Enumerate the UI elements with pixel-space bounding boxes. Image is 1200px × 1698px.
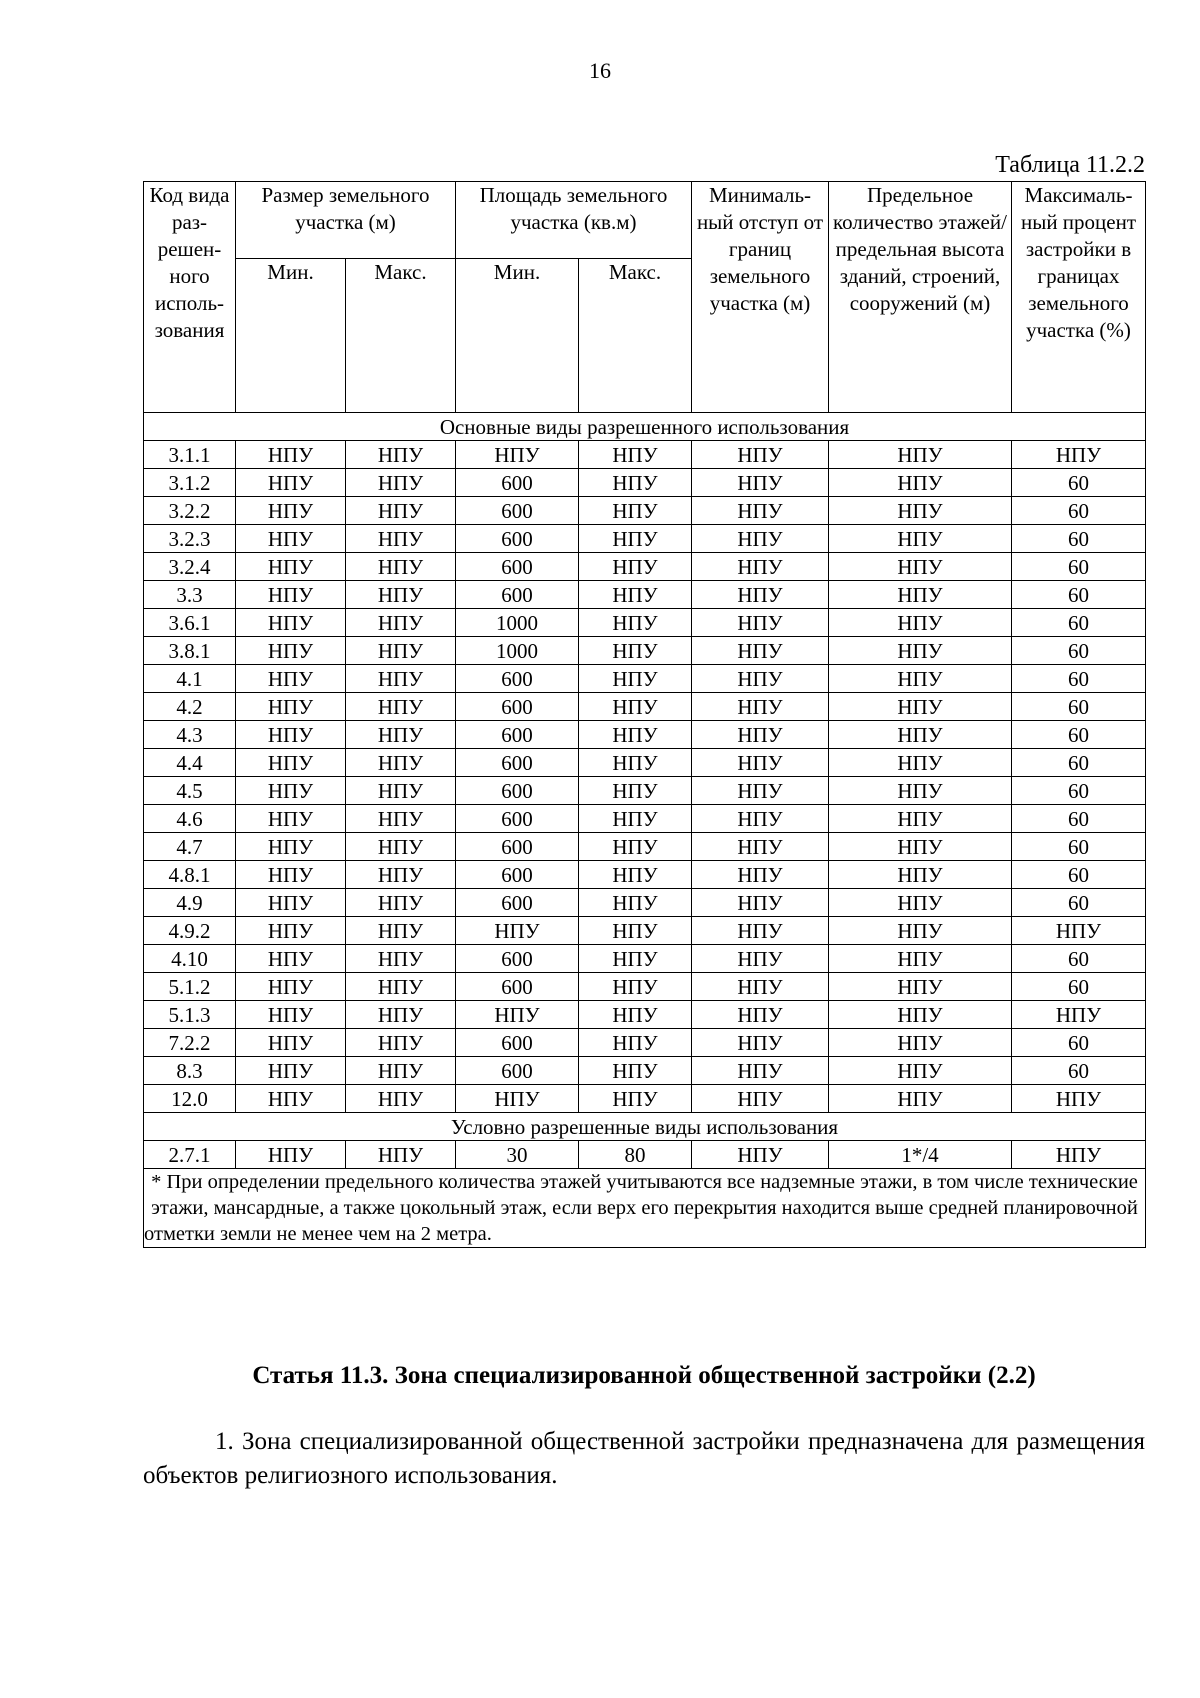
table-cell: 600: [456, 805, 579, 833]
table-cell: НПУ: [829, 805, 1012, 833]
table-cell: НПУ: [579, 861, 692, 889]
table-cell: НПУ: [829, 973, 1012, 1001]
table-row: [144, 609, 1146, 637]
table-cell: НПУ: [692, 721, 829, 749]
table-cell: НПУ: [236, 441, 346, 469]
table-cell: НПУ: [346, 805, 456, 833]
table-cell: НПУ: [829, 777, 1012, 805]
table-cell: НПУ: [236, 833, 346, 861]
table-cell: 60: [1012, 609, 1146, 637]
table-cell: НПУ: [829, 525, 1012, 553]
table-cell: НПУ: [236, 1001, 346, 1029]
table-cell: НПУ: [692, 497, 829, 525]
table-cell: НПУ: [579, 1057, 692, 1085]
table-cell: НПУ: [346, 1057, 456, 1085]
table-cell: НПУ: [346, 1141, 456, 1169]
table-cell: 2.7.1: [144, 1141, 236, 1169]
table-cell: НПУ: [692, 777, 829, 805]
table-cell: НПУ: [692, 609, 829, 637]
table-cell: НПУ: [829, 665, 1012, 693]
table-cell: 600: [456, 889, 579, 917]
table-cell: НПУ: [829, 1057, 1012, 1085]
table-cell: НПУ: [579, 553, 692, 581]
table-cell: НПУ: [1012, 1141, 1146, 1169]
table-cell: НПУ: [579, 469, 692, 497]
table-cell: 4.9.2: [144, 917, 236, 945]
table-cell: 60: [1012, 469, 1146, 497]
table-cell: 60: [1012, 973, 1146, 1001]
table-cell: НПУ: [236, 973, 346, 1001]
regulations-table: [143, 181, 1146, 1248]
table-cell: 3.1.2: [144, 469, 236, 497]
table-cell: НПУ: [456, 441, 579, 469]
table-cell: НПУ: [236, 749, 346, 777]
table-cell: 600: [456, 861, 579, 889]
table-cell: 600: [456, 553, 579, 581]
header-area-max: Макс.: [579, 259, 692, 413]
table-row: [144, 777, 1146, 805]
table-cell: 600: [456, 721, 579, 749]
table-cell: НПУ: [829, 469, 1012, 497]
table-row: [144, 917, 1146, 945]
table-cell: 60: [1012, 637, 1146, 665]
table-cell: НПУ: [692, 525, 829, 553]
table-cell: НПУ: [346, 637, 456, 665]
table-cell: 60: [1012, 945, 1146, 973]
table-cell: НПУ: [346, 525, 456, 553]
table-cell: НПУ: [236, 1141, 346, 1169]
table-cell: 1000: [456, 609, 579, 637]
table-cell: НПУ: [236, 525, 346, 553]
table-row: [144, 497, 1146, 525]
table-cell: 60: [1012, 805, 1146, 833]
table-cell: 4.8.1: [144, 861, 236, 889]
table-cell: 80: [579, 1141, 692, 1169]
table-row: [144, 749, 1146, 777]
table-cell: НПУ: [1012, 1001, 1146, 1029]
header-max-percent: Максималь-ный процент застройки в границах земельного участка (%): [1012, 182, 1146, 413]
table-cell: 4.5: [144, 777, 236, 805]
table-cell: НПУ: [236, 637, 346, 665]
table-cell: НПУ: [829, 861, 1012, 889]
table-cell: НПУ: [692, 1001, 829, 1029]
table-cell: НПУ: [346, 581, 456, 609]
table-cell: НПУ: [346, 609, 456, 637]
table-cell: НПУ: [579, 1029, 692, 1057]
table-row: [144, 973, 1146, 1001]
table-cell: 4.9: [144, 889, 236, 917]
table-cell: 3.2.4: [144, 553, 236, 581]
table-cell: НПУ: [236, 1057, 346, 1085]
table-cell: 600: [456, 749, 579, 777]
table-cell: НПУ: [579, 945, 692, 973]
table-cell: НПУ: [829, 553, 1012, 581]
table-cell: НПУ: [579, 525, 692, 553]
table-cell: НПУ: [692, 1029, 829, 1057]
table-cell: НПУ: [692, 441, 829, 469]
header-min-setback: Минималь-ный отступ от границ земельного участка (м): [692, 182, 829, 413]
table-cell: 600: [456, 1057, 579, 1085]
table-cell: НПУ: [579, 973, 692, 1001]
table-cell: НПУ: [692, 665, 829, 693]
table-cell: 4.7: [144, 833, 236, 861]
table-cell: 600: [456, 973, 579, 1001]
table-row: [144, 469, 1146, 497]
table-cell: НПУ: [1012, 917, 1146, 945]
table-cell: 4.3: [144, 721, 236, 749]
table-cell: НПУ: [236, 665, 346, 693]
table-cell: НПУ: [346, 1085, 456, 1113]
table-cell: НПУ: [829, 637, 1012, 665]
table-row: [144, 1141, 1146, 1169]
table-row: [144, 581, 1146, 609]
table-cell: НПУ: [1012, 1085, 1146, 1113]
table-cell: 7.2.2: [144, 1029, 236, 1057]
table-row: [144, 441, 1146, 469]
table-cell: 60: [1012, 581, 1146, 609]
header-land-size: Размер земельного участка (м): [236, 182, 456, 259]
table-cell: 60: [1012, 665, 1146, 693]
table-cell: НПУ: [829, 693, 1012, 721]
table-cell: НПУ: [579, 1085, 692, 1113]
table-cell: НПУ: [579, 805, 692, 833]
table-cell: 3.2.3: [144, 525, 236, 553]
table-cell: НПУ: [829, 721, 1012, 749]
table-cell: 3.2.2: [144, 497, 236, 525]
section-main: Основные виды разрешенного использования: [144, 413, 1146, 441]
table-cell: НПУ: [579, 665, 692, 693]
table-cell: НПУ: [456, 1001, 579, 1029]
table-cell: 60: [1012, 889, 1146, 917]
section-conditional: Условно разрешенные виды использования: [144, 1113, 1146, 1141]
table-row: [144, 861, 1146, 889]
table-cell: НПУ: [579, 441, 692, 469]
table-cell: НПУ: [692, 805, 829, 833]
table-cell: 600: [456, 665, 579, 693]
table-cell: 4.6: [144, 805, 236, 833]
header-size-min: Мин.: [236, 259, 346, 413]
table-cell: НПУ: [579, 777, 692, 805]
table-cell: НПУ: [236, 917, 346, 945]
table-cell: 600: [456, 945, 579, 973]
table-cell: 5.1.2: [144, 973, 236, 1001]
table-cell: 5.1.3: [144, 1001, 236, 1029]
table-cell: НПУ: [346, 917, 456, 945]
table-cell: НПУ: [692, 833, 829, 861]
table-cell: НПУ: [346, 665, 456, 693]
table-cell: 600: [456, 525, 579, 553]
table-cell: НПУ: [236, 1085, 346, 1113]
table-cell: НПУ: [236, 721, 346, 749]
table-cell: НПУ: [829, 749, 1012, 777]
table-cell: НПУ: [236, 805, 346, 833]
table-cell: НПУ: [579, 889, 692, 917]
table-cell: НПУ: [346, 749, 456, 777]
table-cell: НПУ: [829, 1029, 1012, 1057]
table-cell: НПУ: [692, 889, 829, 917]
table-row: [144, 805, 1146, 833]
table-cell: 600: [456, 1029, 579, 1057]
table-cell: НПУ: [579, 749, 692, 777]
article-title: Статья 11.3. Зона специализированной общественной застройки (2.2): [252, 1362, 1036, 1389]
table-cell: 4.10: [144, 945, 236, 973]
table-row: [144, 833, 1146, 861]
table-cell: НПУ: [692, 917, 829, 945]
table-cell: 60: [1012, 525, 1146, 553]
table-cell: НПУ: [829, 833, 1012, 861]
table-cell: 60: [1012, 833, 1146, 861]
table-cell: НПУ: [692, 1085, 829, 1113]
table-cell: НПУ: [346, 553, 456, 581]
table-cell: НПУ: [579, 833, 692, 861]
table-cell: НПУ: [579, 693, 692, 721]
table-row: [144, 525, 1146, 553]
header-size-max: Макс.: [346, 259, 456, 413]
table-cell: НПУ: [579, 917, 692, 945]
table-cell: 600: [456, 581, 579, 609]
table-cell: НПУ: [692, 469, 829, 497]
table-cell: НПУ: [579, 1001, 692, 1029]
table-cell: 600: [456, 833, 579, 861]
table-row: [144, 693, 1146, 721]
table-cell: 60: [1012, 693, 1146, 721]
table-cell: 3.6.1: [144, 609, 236, 637]
table-cell: НПУ: [236, 553, 346, 581]
table-footnote: * При определении предельного количества этажей учитываются все надземные этажи, в том числе технические этажи, мансардные, а также цокольный этаж, если верх его перекрытия находится выше средней планировочной отметки земли не менее чем на 2 метра.: [144, 1169, 1146, 1248]
table-cell: НПУ: [579, 581, 692, 609]
table-cell: 1*/4: [829, 1141, 1012, 1169]
table-cell: НПУ: [692, 1141, 829, 1169]
table-cell: НПУ: [829, 889, 1012, 917]
table-cell: НПУ: [692, 1057, 829, 1085]
table-cell: НПУ: [829, 917, 1012, 945]
table-cell: 4.1: [144, 665, 236, 693]
table-cell: 8.3: [144, 1057, 236, 1085]
table-cell: НПУ: [236, 497, 346, 525]
table-cell: НПУ: [692, 973, 829, 1001]
table-cell: НПУ: [346, 497, 456, 525]
header-floors: Предельное количество этажей/ предельная высота зданий, строений, сооружений (м): [829, 182, 1012, 413]
table-cell: НПУ: [346, 441, 456, 469]
table-row: [144, 637, 1146, 665]
table-cell: НПУ: [346, 721, 456, 749]
table-cell: НПУ: [236, 1029, 346, 1057]
table-cell: НПУ: [829, 1001, 1012, 1029]
table-cell: НПУ: [579, 497, 692, 525]
page-number: 16: [589, 58, 611, 83]
table-cell: НПУ: [692, 861, 829, 889]
table-cell: НПУ: [346, 833, 456, 861]
table-cell: НПУ: [346, 693, 456, 721]
article-paragraph: 1. Зона специализированной общественной застройки предназначена для размещения объектов религиозного использования.: [143, 1428, 1145, 1489]
table-cell: НПУ: [346, 889, 456, 917]
table-cell: НПУ: [456, 917, 579, 945]
table-cell: НПУ: [236, 609, 346, 637]
table-row: [144, 665, 1146, 693]
table-cell: НПУ: [829, 945, 1012, 973]
table-cell: НПУ: [1012, 441, 1146, 469]
table-cell: НПУ: [829, 609, 1012, 637]
table-cell: 60: [1012, 861, 1146, 889]
table-cell: 60: [1012, 777, 1146, 805]
table-cell: НПУ: [692, 749, 829, 777]
table-cell: 1000: [456, 637, 579, 665]
table-cell: НПУ: [346, 945, 456, 973]
table-cell: НПУ: [236, 861, 346, 889]
table-cell: НПУ: [579, 721, 692, 749]
header-area-min: Мин.: [456, 259, 579, 413]
table-cell: НПУ: [236, 945, 346, 973]
table-cell: НПУ: [236, 581, 346, 609]
table-cell: НПУ: [346, 777, 456, 805]
table-cell: НПУ: [579, 609, 692, 637]
table-row: [144, 945, 1146, 973]
table-cell: 600: [456, 469, 579, 497]
table-cell: НПУ: [346, 1029, 456, 1057]
table-cell: 60: [1012, 721, 1146, 749]
table-cell: 600: [456, 693, 579, 721]
table-cell: НПУ: [456, 1085, 579, 1113]
table-cell: 30: [456, 1141, 579, 1169]
table-cell: НПУ: [236, 777, 346, 805]
table-cell: 60: [1012, 1029, 1146, 1057]
table-cell: 600: [456, 497, 579, 525]
table-cell: 60: [1012, 553, 1146, 581]
table-cell: НПУ: [579, 637, 692, 665]
table-row: [144, 1057, 1146, 1085]
header-code: Код вида раз-решен-ного исполь-зования: [144, 182, 236, 413]
table-row: [144, 1001, 1146, 1029]
table-cell: НПУ: [692, 581, 829, 609]
table-cell: НПУ: [236, 469, 346, 497]
table-cell: НПУ: [346, 1001, 456, 1029]
table-cell: НПУ: [692, 637, 829, 665]
table-cell: 600: [456, 777, 579, 805]
table-cell: НПУ: [692, 693, 829, 721]
table-cell: НПУ: [692, 553, 829, 581]
table-cell: 60: [1012, 1057, 1146, 1085]
table-cell: НПУ: [692, 945, 829, 973]
table-cell: НПУ: [346, 469, 456, 497]
table-cell: 4.4: [144, 749, 236, 777]
table-row: [144, 1029, 1146, 1057]
header-land-area: Площадь земельного участка (кв.м): [456, 182, 692, 259]
table-cell: НПУ: [829, 441, 1012, 469]
table-cell: НПУ: [346, 973, 456, 1001]
table-caption: Таблица 11.2.2: [995, 152, 1145, 178]
table-cell: НПУ: [829, 497, 1012, 525]
table-row: [144, 553, 1146, 581]
table-cell: НПУ: [346, 861, 456, 889]
table-row: [144, 889, 1146, 917]
table-cell: НПУ: [236, 889, 346, 917]
table-row: [144, 1085, 1146, 1113]
table-cell: 3.3: [144, 581, 236, 609]
table-cell: 12.0: [144, 1085, 236, 1113]
table-cell: НПУ: [829, 1085, 1012, 1113]
table-row: [144, 721, 1146, 749]
table-cell: 60: [1012, 749, 1146, 777]
table-cell: 4.2: [144, 693, 236, 721]
table-cell: 60: [1012, 497, 1146, 525]
table-cell: НПУ: [236, 693, 346, 721]
table-cell: 3.1.1: [144, 441, 236, 469]
table-cell: НПУ: [829, 581, 1012, 609]
table-cell: 3.8.1: [144, 637, 236, 665]
